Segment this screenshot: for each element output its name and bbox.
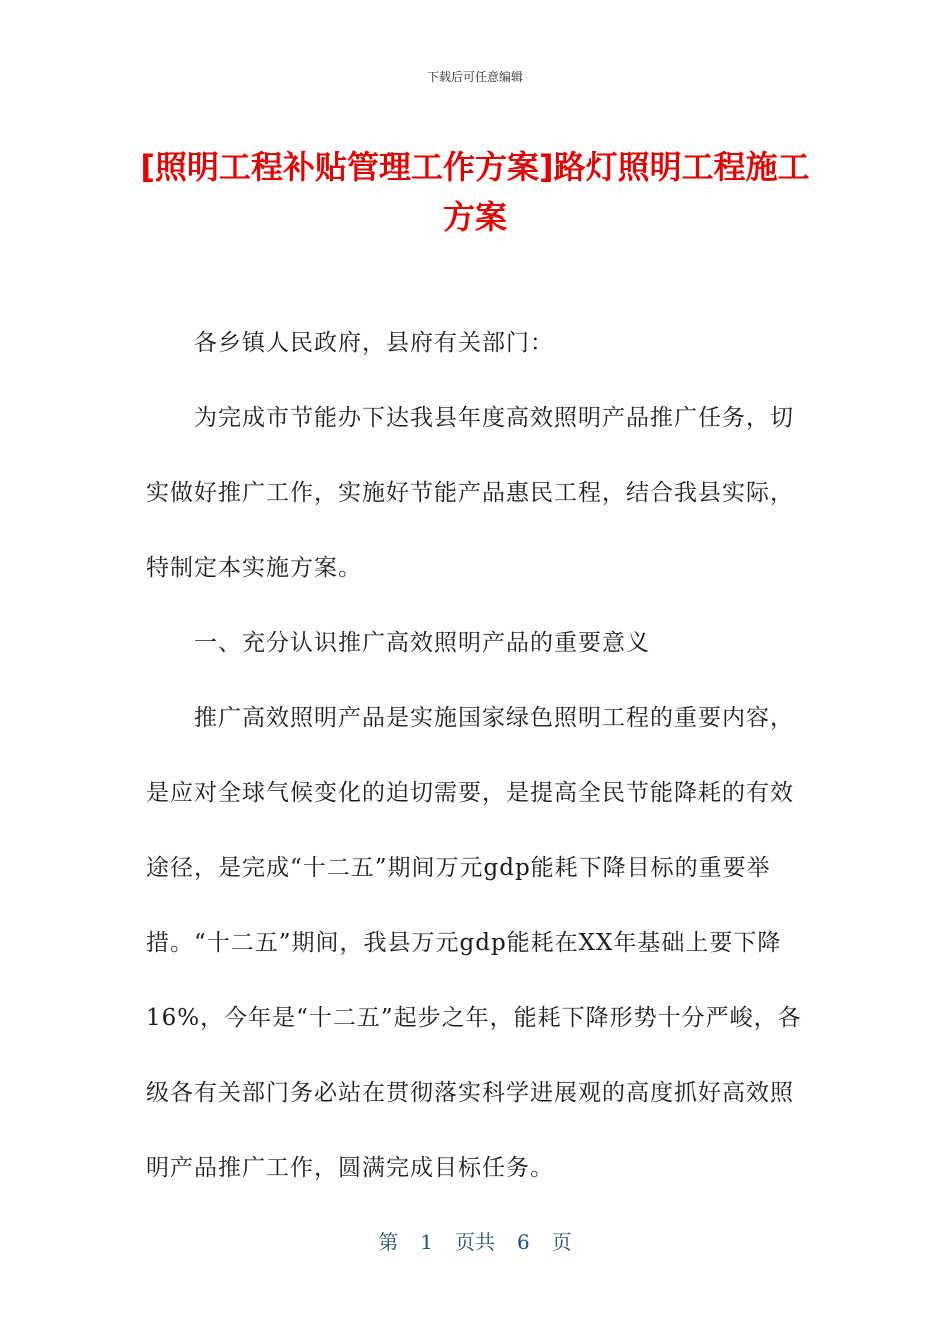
page-footer bbox=[0, 1226, 950, 1255]
paragraph-significance: 推广高效照明产品是实施国家绿色照明工程的重要内容，是应对全球气候变化的迫切需要，是提高全民节能降耗的有效途径，是完成“十二五”期间万元gdp能耗下降目标的重要举措。“十二五”期间，我县万元gdp能耗在XX年基础上要下降16%，今年是“十二五”起步之年，能耗下降形势十分严峻，各级各有关部门务必站在贯彻落实科学进展观的高度抓好高效照明产品推广工作，圆满完成目标任务。 bbox=[146, 705, 802, 1181]
section-heading-1: 一、充分认识推广高效照明产品的重要意义 bbox=[194, 630, 650, 656]
document-body bbox=[146, 306, 806, 1206]
footer-suffix: 页 bbox=[551, 1230, 572, 1254]
header-note: 下载后可任意编辑 bbox=[426, 70, 523, 84]
paragraph-intro: 为完成市节能办下达我县年度高效照明产品推广任务，切实做好推广工作，实施好节能产品惠民工程，结合我县实际，特制定本实施方案。 bbox=[146, 405, 794, 581]
footer-current-page: 1 bbox=[420, 1230, 433, 1254]
document-title: [照明工程补贴管理工作方案]路灯照明工程施工方案 bbox=[140, 148, 810, 236]
footer-prefix: 第 bbox=[378, 1230, 399, 1254]
paragraph-salutation: 各乡镇人民政府，县府有关部门： bbox=[194, 330, 554, 356]
footer-middle: 页共 bbox=[455, 1230, 495, 1254]
footer-total-pages: 6 bbox=[517, 1230, 530, 1254]
